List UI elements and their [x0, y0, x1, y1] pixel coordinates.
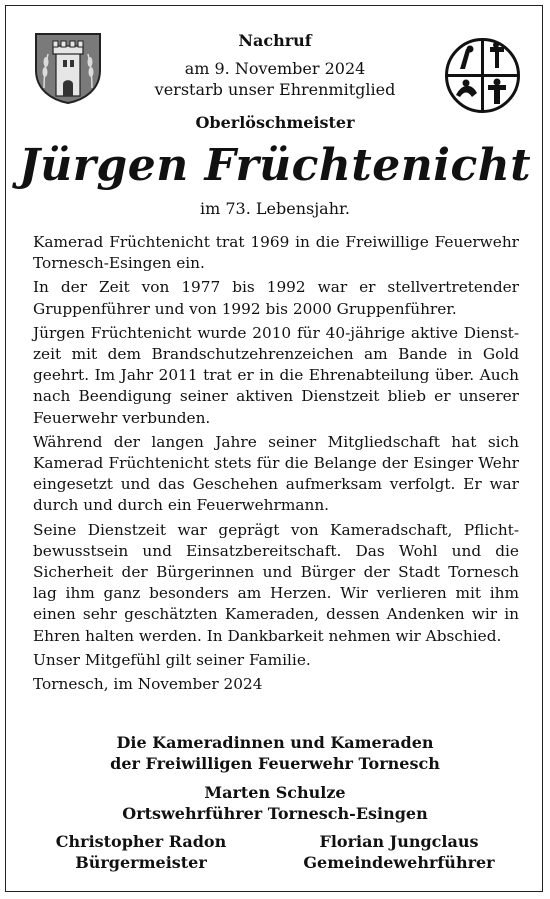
- body-paragraph: Seine Dienstzeit war geprägt von Kameradschaft, Pflichtbewusstsein und Einsatzbereitschaft. Das Wohl und die Sicherheit der Bürgerinnen und Bürger der Stadt Tornesch lag ihm ganz besonders am Herzen. Wir verlieren mit ihm einen sehr geschätzten Kameraden, dessen Andenken wir in Ehren halten werden. In Dankbarkeit nehmen wir Abschied.: [33, 520, 519, 645]
- deceased-name: Jürgen Früchtenicht: [18, 140, 532, 191]
- body-paragraph: Jürgen Früchtenicht wurde 2010 für 40-jährige aktive Dienstzeit mit dem Brandschutzehrenzeichen am Bande in Gold geehrt. Im Jahr 2011 trat er in die Ehrenabteilung über. Auch nach Beendigung seiner aktiven Dienstzeit blieb er unserer Feuerwehr verbunden.: [33, 323, 519, 427]
- notice-title: Nachruf: [238, 31, 312, 50]
- signature-title: Bürgermeister: [75, 853, 207, 872]
- honor-line: verstarb unser Ehrenmitglied: [154, 80, 396, 99]
- signature-name: Christopher Radon: [55, 832, 227, 851]
- signature-left: [31, 831, 251, 873]
- death-date-line: am 9. November 2024: [184, 59, 366, 78]
- place-date-line: Tornesch, im November 2024: [33, 675, 263, 694]
- body-paragraph: Während der langen Jahre seiner Mitgliedschaft hat sich Kamerad Früchtenicht stets für die Belange der Esinger Wehr eingesetzt und das Geschehen aufmerksam verfolgt. Er war durch und durch ein Feuerwehrmann.: [33, 432, 519, 515]
- obituary-body: [33, 232, 519, 698]
- condolence-line: Unser Mitgefühl gilt seiner Familie.: [33, 650, 311, 669]
- signature-title: Ortswehrführer Tornesch-Esingen: [122, 804, 428, 823]
- age-line: im 73. Lebensjahr.: [199, 199, 350, 218]
- signature-right: [289, 831, 509, 873]
- signature-group-line: der Freiwilligen Feuerwehr Tornesch: [110, 754, 440, 773]
- signature-name: Marten Schulze: [204, 783, 346, 802]
- signature-group: [0, 732, 550, 774]
- signature-leader: [0, 782, 550, 824]
- body-paragraph: Kamerad Früchtenicht trat 1969 in die Freiwillige Feuerwehr Tornesch-Esingen ein.: [33, 233, 519, 273]
- deceased-rank: Oberlöschmeister: [195, 113, 355, 132]
- signature-title: Gemeindewehrführer: [303, 853, 495, 872]
- signature-name: Florian Jungclaus: [319, 832, 479, 851]
- signature-group-line: Die Kameradinnen und Kameraden: [116, 733, 434, 752]
- body-paragraph: In der Zeit von 1977 bis 1992 war er stellvertretender Gruppenführer und von 1992 bis 2000 Gruppenführer.: [33, 278, 519, 318]
